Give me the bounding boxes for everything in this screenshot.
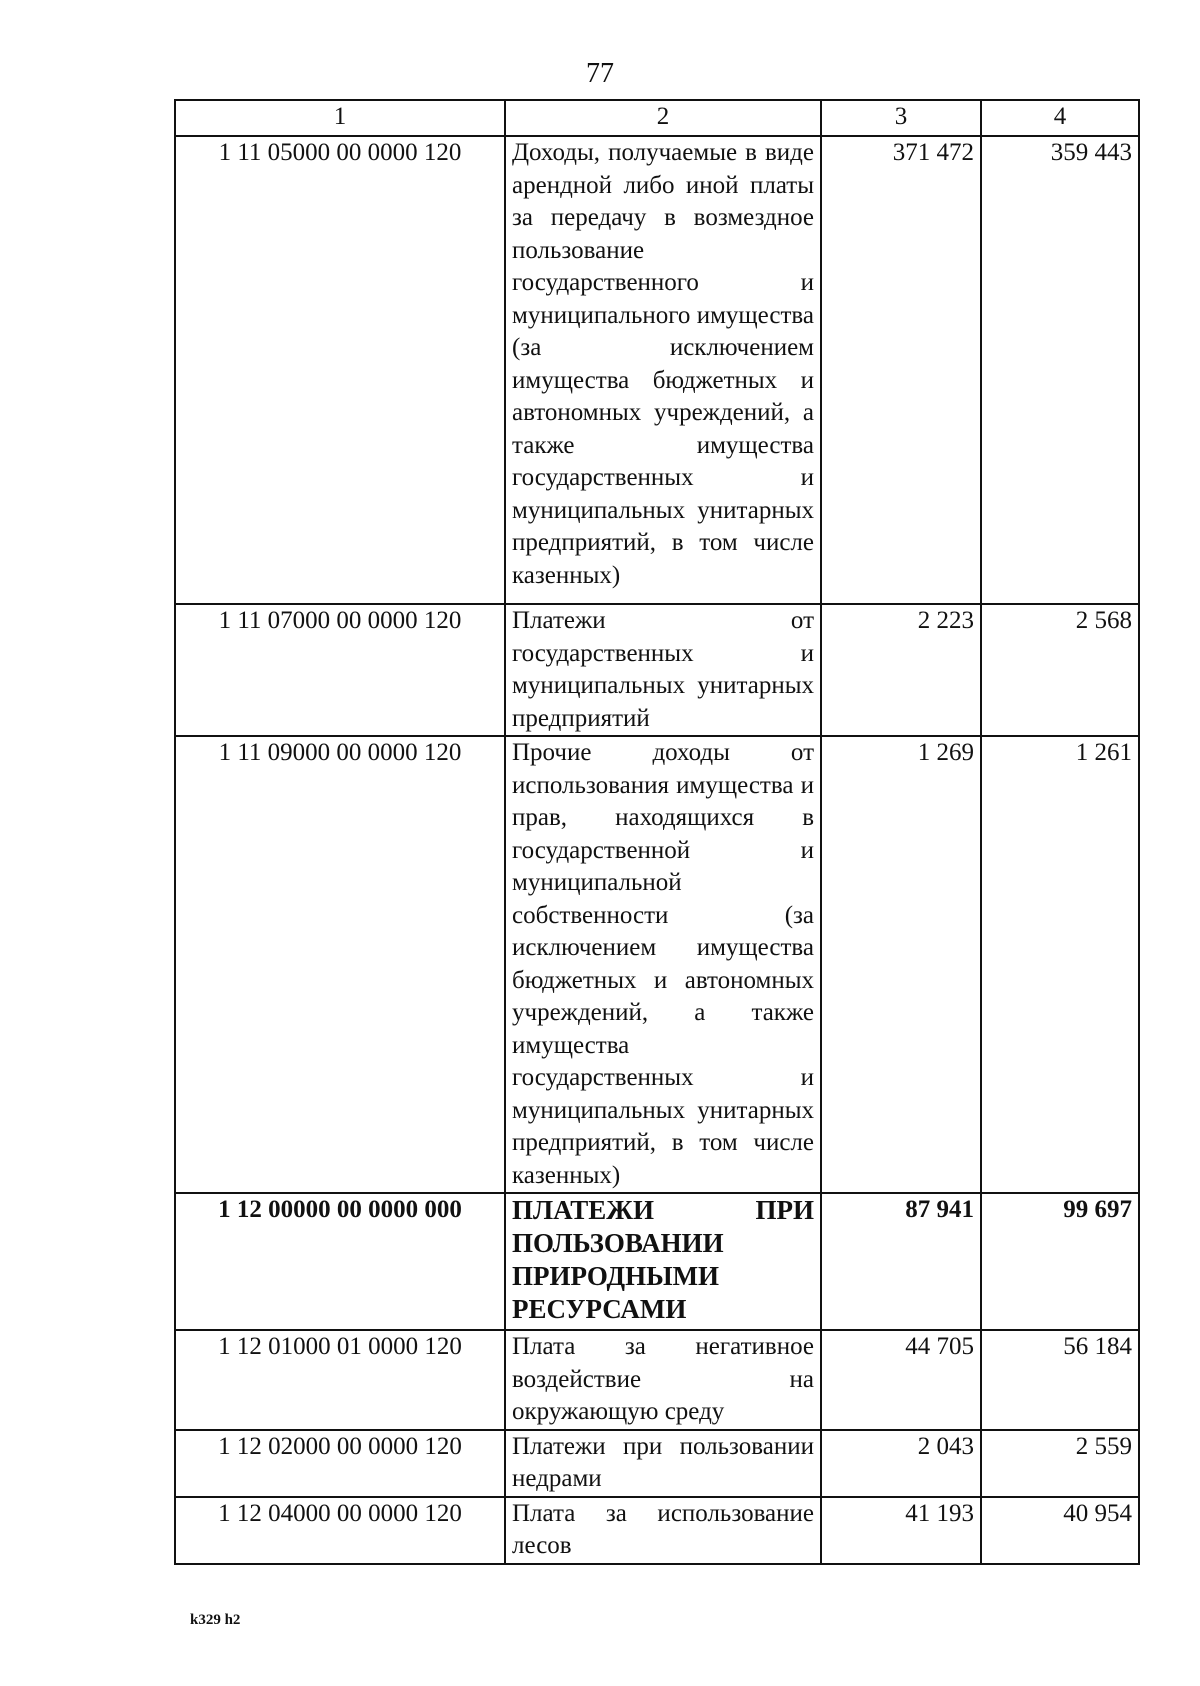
budget-code: 1 11 09000 00 0000 120 <box>175 736 505 1193</box>
budget-code: 1 12 00000 00 0000 000 <box>175 1193 505 1330</box>
table-row <box>175 1430 1139 1497</box>
revenue-description: ПЛАТЕЖИ ПРИ ПОЛЬЗОВАНИИ ПРИРОДНЫМИ РЕСУРСАМИ <box>505 1193 821 1330</box>
budget-code: 1 12 04000 00 0000 120 <box>175 1497 505 1564</box>
amount-col3: 1 269 <box>821 736 981 1193</box>
amount-col3: 2 223 <box>821 604 981 736</box>
table-row <box>175 604 1139 736</box>
table-row <box>175 1330 1139 1430</box>
amount-col4: 56 184 <box>981 1330 1139 1430</box>
revenue-description: Платежи при пользовании недрами <box>505 1430 821 1497</box>
amount-col4: 2 559 <box>981 1430 1139 1497</box>
budget-code: 1 12 01000 01 0000 120 <box>175 1330 505 1430</box>
amount-col3: 44 705 <box>821 1330 981 1430</box>
revenue-description: Платежи от государственных и муниципальных унитарных предприятий <box>505 604 821 736</box>
revenue-description: Доходы, получаемые в виде арендной либо иной платы за передачу в возмездное пользование государственного и муниципального имущества (за исключением имущества бюджетных и автономных учреждений, а также имущества государственных и муниципальных унитарных предприятий, в том числе казенных) <box>505 136 821 604</box>
column-header-2: 2 <box>505 100 821 136</box>
table-row <box>175 736 1139 1193</box>
column-header-1: 1 <box>175 100 505 136</box>
revenue-description: Прочие доходы от использования имущества и прав, находящихся в государственной и муниципальной собственности (за исключением имущества бюджетных и автономных учреждений, а также имущества государственных и муниципальных унитарных предприятий, в том числе казенных) <box>505 736 821 1193</box>
document-reference: k329 h2 <box>190 1612 241 1628</box>
budget-code: 1 11 05000 00 0000 120 <box>175 136 505 604</box>
table-header-row <box>175 100 1139 136</box>
amount-col4: 2 568 <box>981 604 1139 736</box>
amount-col3: 87 941 <box>821 1193 981 1330</box>
budget-code: 1 12 02000 00 0000 120 <box>175 1430 505 1497</box>
table-row-section <box>175 1193 1139 1330</box>
revenue-table <box>174 99 1140 1565</box>
column-header-4: 4 <box>981 100 1139 136</box>
amount-col4: 1 261 <box>981 736 1139 1193</box>
amount-col3: 41 193 <box>821 1497 981 1564</box>
table-row <box>175 1497 1139 1564</box>
amount-col4: 359 443 <box>981 136 1139 604</box>
revenue-description: Плата за использование лесов <box>505 1497 821 1564</box>
budget-code: 1 11 07000 00 0000 120 <box>175 604 505 736</box>
amount-col3: 2 043 <box>821 1430 981 1497</box>
amount-col4: 99 697 <box>981 1193 1139 1330</box>
table-row <box>175 136 1139 604</box>
revenue-description: Плата за негативное воздействие на окружающую среду <box>505 1330 821 1430</box>
page-number: 77 <box>586 58 614 89</box>
amount-col4: 40 954 <box>981 1497 1139 1564</box>
amount-col3: 371 472 <box>821 136 981 604</box>
column-header-3: 3 <box>821 100 981 136</box>
